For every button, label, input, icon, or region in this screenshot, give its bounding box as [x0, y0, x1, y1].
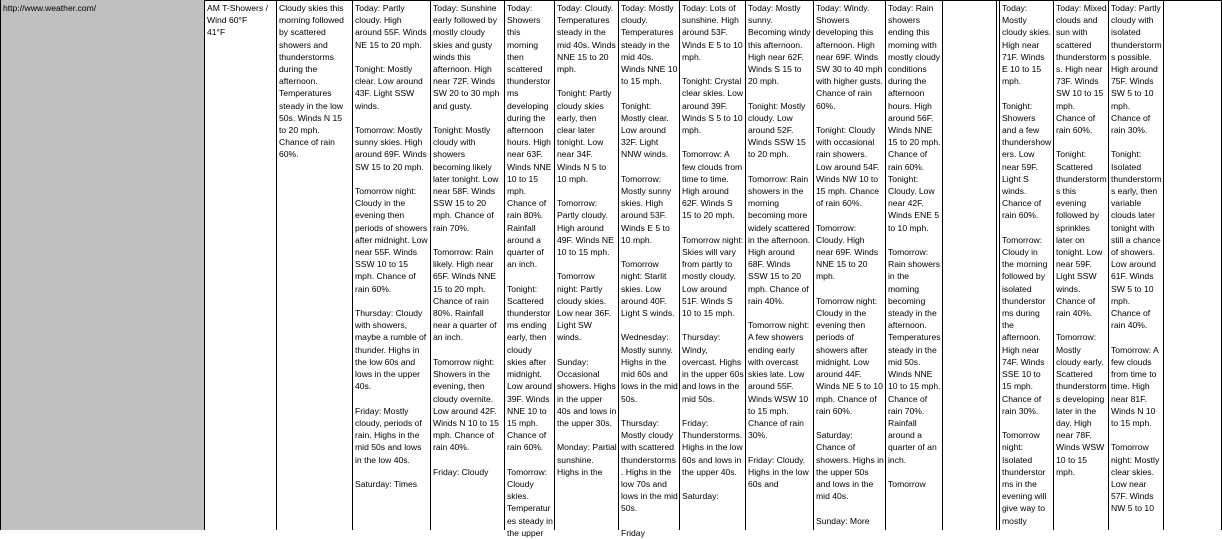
current-conditions-cell[interactable] — [205, 0, 277, 530]
forecast-text: Today: Rain showers ending this morning with mostly cloudy conditions during the afternoon hours. High around 56F. Winds NNE 15 to 20 mph. Chance of rain 60%. Tonight: Cloudy. Low near 42F. Winds ENE 5 to 10 mph. Tomorrow: Rain showers in the morning becoming steady in the afternoon. Temperatures steady in the mid 50s. Winds NNE 10 to 15 mph. Chance of rain 70%. Rainfall around a quarter of an inch. Tomorrow — [888, 3, 941, 489]
forecast-cell[interactable] — [277, 0, 353, 530]
forecast-cell[interactable] — [431, 0, 505, 530]
url-text: http://www.weather.com/ — [3, 3, 97, 13]
forecast-text: Today: Sunshine early followed by mostly cloudy skies and gusty winds this afternoon. High near 72F. Winds SW 20 to 30 mph and gusty. Tonight: Mostly cloudy with showers becoming likely later tonight. Low near 58F. Winds SSW 15 to 20 mph. Chance of rain 70%. Tomorrow: Rain likely. High near 65F. Winds NNE 15 to 20 mph. Chance of rain 80%. Rainfall near a quarter of an inch. Tomorrow night: Showers in the evening, then cloudy overnite. Low around 42F. Winds N 10 to 15 mph. Chance of rain 40%. Friday: Cloudy — [433, 3, 500, 477]
forecast-text: Today: Cloudy. Temperatures steady in the mid 40s. Winds NNE 15 to 20 mph. Tonight: Partly cloudy skies early, then clear later tonight. Low near 34F. Winds N 5 to 10 mph. Tomorrow: Partly cloudy. High around 49F. Winds NE 10 to 15 mph. Tomorrow night: Partly cloudy skies. Low near 36F. Light SW winds. Sunday: Occasional showers. Highs in the upper 40s and lows in the upper 30s. Monday: Partial sunshine. Highs in the — [557, 3, 617, 477]
forecast-text: Today: Mostly sunny. Becoming windy this afternoon. High near 62F. Winds S 15 to 20 mph. Tonight: Mostly cloudy. Low around 52F. Winds SSW 15 to 20 mph. Tomorrow: Rain showers in the morning becoming more widely scattered in the afternoon. High around 68F. Winds SSW 15 to 20 mph. Chance of rain 40%. Tomorrow night: A few showers ending early with overcast skies late. Low around 55F. Winds WSW 10 to 15 mph. Chance of rain 30%. Friday: Cloudy. Highs in the low 60s and — [748, 3, 811, 489]
forecast-text — [1164, 0, 1221, 2]
forecast-cell[interactable] — [505, 0, 555, 538]
forecast-cell[interactable] — [886, 0, 943, 530]
forecast-cell[interactable] — [1000, 0, 1054, 530]
forecast-text: Cloudy skies this morning followed by scattered showers and thunderstorms during the afternoon. Temperatures steady in the low 50s. Winds N 15 to 20 mph. Chance of rain 60%. — [279, 3, 344, 160]
forecast-text: Today: Mostly cloudy. Temperatures steady in the mid 40s. Winds NNE 10 to 15 mph. Tonight: Mostly clear. Low around 32F. Light NNW winds. Tomorrow: Mostly sunny skies. High around 53F. Winds E 5 to 10 mph. Tomorrow night: Starlit skies. Low around 40F. Light S winds. Wednesday: Mostly sunny. Highs in the mid 60s and lows in the mid 50s. Thursday: Mostly cloudy with scattered thunderstorms. Highs in the low 70s and lows in the mid 50s. Friday — [621, 3, 678, 538]
forecast-text: Today: Mixed clouds and sun with scattered thunderstorms. High near 73F. Winds SW 10 to 15 mph. Chance of rain 60%. Tonight: Scattered thunderstorms this evening followed by sprinkles later on tonight. Low near 59F. Light SSW winds. Chance of rain 40%. Tomorrow: Mostly cloudy early. Scattered thunderstorms developing later in the day. High near 78F. Winds WSW 10 to 15 mph. — [1056, 3, 1107, 477]
forecast-cell[interactable] — [814, 0, 886, 530]
forecast-cell[interactable] — [619, 0, 680, 538]
forecast-text: Today: Lots of sunshine. High around 53F. Winds E 5 to 10 mph. Tonight: Crystal clear skies. Low around 39F. Winds S 5 to 10 mph. Tomorrow: A few clouds from time to time. High around 62F. Winds S 15 to 20 mph. Tomorrow night: Skies will vary from partly to mostly cloudy. Low around 51F. Winds S 10 to 15 mph. Thursday: Windy, overcast. Highs in the upper 60s and lows in the mid 50s. Friday: Thunderstorms. Highs in the low 60s and lows in the upper 40s. Saturday: — [682, 3, 744, 502]
forecast-text: Today: Mostly cloudy skies. High near 71F. Winds E 10 to 15 mph. Tonight: Showers and a few thundershowers. Low near 59F. Light S winds. Chance of rain 60%. Tomorrow: Cloudy in the morning followed by isolated thunderstorms during the afternoon. High near 74F. Winds SSE 10 to 15 mph. Chance of rain 30%. Tomorrow night: Isolated thunderstorms in the evening will give way to mostly — [1002, 3, 1052, 526]
forecast-text: Today: Windy. Showers developing this afternoon. High near 69F. Winds SW 30 to 40 mph with higher gusts. Chance of rain 60%. Tonight: Cloudy with occasional rain showers. Low around 54F. Winds NW 10 to 15 mph. Chance of rain 60%. Tomorrow: Cloudy. High near 69F. Winds NNE 15 to 20 mph. Tomorrow night: Cloudy in the evening then periods of showers after midnight. Low around 44F. Winds NE 5 to 10 mph. Chance of rain 60%. Saturday: Chance of showers. Highs in the upper 50s and lows in the mid 40s. Sunday: More — [816, 3, 884, 526]
forecast-text: Today: Showers this morning then scattered thunderstorms developing during the afternoon hours. High near 63F. Winds NNE 10 to 15 mph. Chance of rain 80%. Rainfall around a quarter of an inch. Tonight: Scattered thunderstorms ending early, then cloudy skies after midnight. Low around 39F. Winds NNE 10 to 15 mph. Chance of rain 60%. Tomorrow: Cloudy skies. Temperatures steady in the upper — [507, 3, 553, 538]
forecast-text — [943, 0, 996, 2]
forecast-cell[interactable] — [555, 0, 619, 530]
forecast-text: Today: Partly cloudy with isolated thunderstorms possible. High around 75F. Winds SW 5 to 10 mph. Chance of rain 30%. Tonight: Isolated thunderstorms early, then variable clouds later tonight with still a chance of showers. Low around 61F. Winds SW 5 to 10 mph. Chance of rain 40%. Tomorrow: A few clouds from time to time. High near 81F. Winds N 10 to 15 mph. Tomorrow night: Mostly clear skies. Low near 57F. Winds NW 5 to 10 — [1111, 3, 1162, 514]
forecast-cell[interactable] — [1109, 0, 1164, 530]
forecast-text: Today: Partly cloudy. High around 55F. Winds NE 15 to 20 mph. Tonight: Mostly clear. Low around 43F. Light SSW winds. Tomorrow: Mostly sunny skies. High around 69F. Winds SW 15 to 20 mph. Tomorrow night: Cloudy in the evening then periods of showers after midnight. Low near 55F. Winds SSW 10 to 15 mph. Chance of rain 60%. Thursday: Cloudy with showers, maybe a rumble of thunder. Highs in the low 60s and lows in the upper 40s. Friday: Mostly cloudy, periods of rain. Highs in the mid 50s and lows in the low 40s. Saturday: Times — [355, 3, 428, 489]
forecast-cell[interactable] — [353, 0, 431, 530]
forecast-cell[interactable] — [1054, 0, 1109, 530]
forecast-cell[interactable] — [680, 0, 746, 530]
url-cell[interactable] — [0, 0, 205, 530]
current-conditions-text: AM T-Showers / Wind 60°F 41°F — [207, 3, 268, 38]
empty-cell[interactable] — [1164, 0, 1222, 530]
empty-cell[interactable] — [943, 0, 997, 530]
forecast-cell[interactable] — [746, 0, 814, 530]
